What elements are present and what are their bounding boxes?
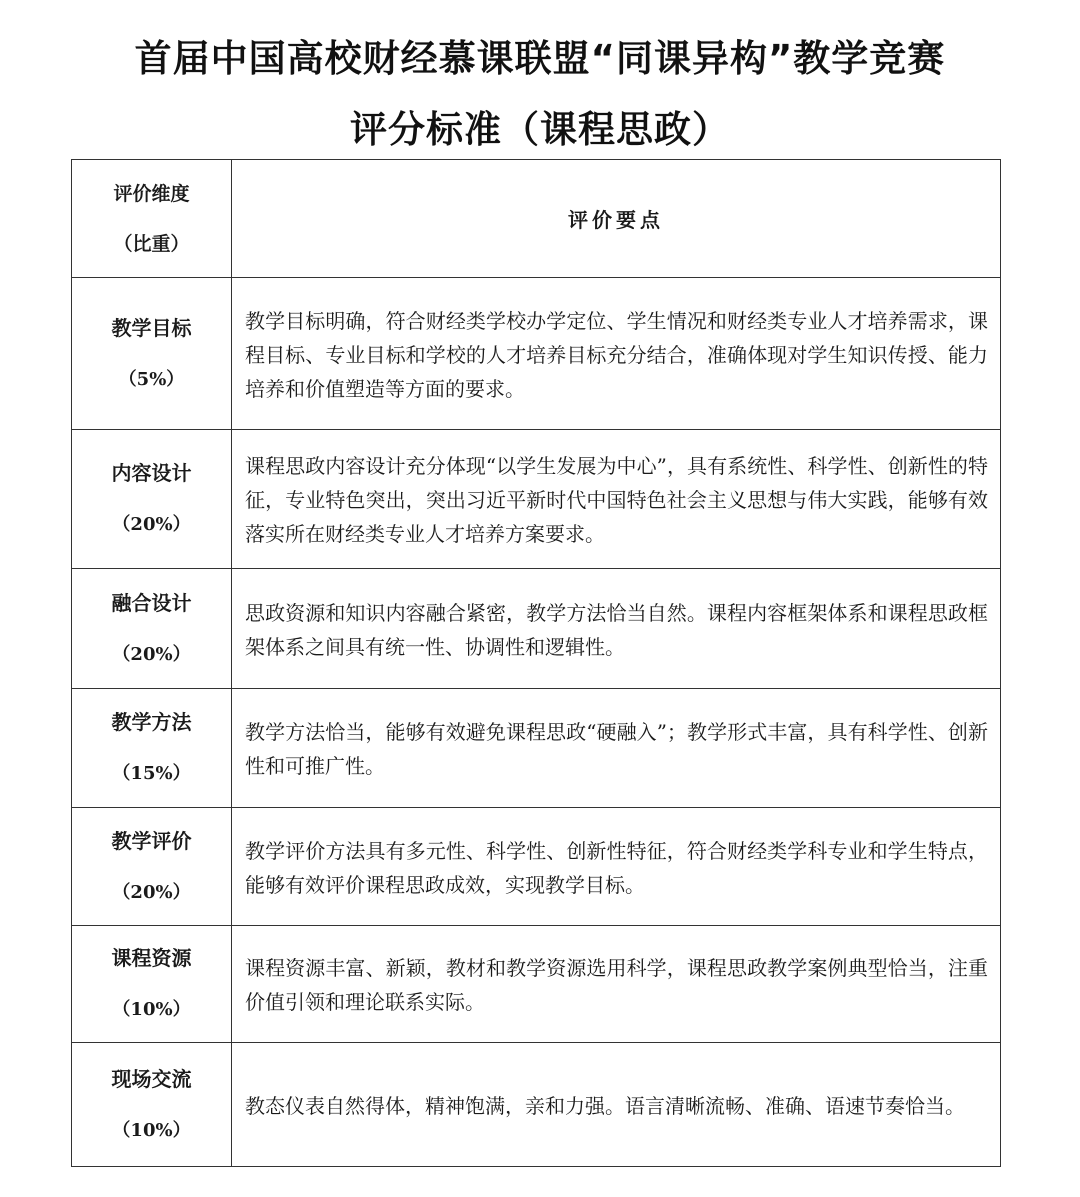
table-row xyxy=(72,689,1001,808)
document-title-line1: 首届中国高校财经慕课联盟“同课异构”教学竞赛 xyxy=(134,37,946,80)
dimension-weight: （10%） xyxy=(112,999,191,1020)
table-row xyxy=(72,430,1001,569)
description-cell xyxy=(232,569,1001,689)
header-dimension-cell xyxy=(72,160,232,278)
dimension-weight: （10%） xyxy=(112,1119,191,1141)
description-cell xyxy=(232,689,1001,808)
description-cell xyxy=(232,430,1001,569)
table-header-row xyxy=(72,160,1001,278)
dimension-cell xyxy=(72,430,232,569)
description-text: 教态仪表自然得体，精神饱满，亲和力强。语言清晰流畅、准确、语速节奏恰当。 xyxy=(245,1093,965,1118)
dimension-cell xyxy=(72,569,232,689)
dimension-cell xyxy=(72,689,232,808)
dimension-weight: （20%） xyxy=(112,643,191,665)
header-weight-label: （比重） xyxy=(113,232,190,255)
description-text: 课程资源丰富、新颖，教材和教学资源选用科学，课程思政教学案例典型恰当，注重价值引领和理论联系实际。 xyxy=(245,956,988,1014)
scoring-rubric-table xyxy=(71,159,1001,1167)
dimension-name: 教学方法 xyxy=(111,710,192,734)
dimension-cell xyxy=(72,926,232,1043)
description-cell xyxy=(232,278,1001,430)
table-row xyxy=(72,808,1001,926)
header-points-label: 评价要点 xyxy=(232,160,1001,278)
description-text: 教学方法恰当，能够有效避免课程思政“硬融入”；教学形式丰富，具有科学性、创新性和可推广性。 xyxy=(245,720,988,778)
dimension-name: 课程资源 xyxy=(111,946,192,970)
table-row xyxy=(72,569,1001,689)
table-row xyxy=(72,926,1001,1043)
description-text: 教学评价方法具有多元性、科学性、创新性特征，符合财经类学科专业和学生特点，能够有效评价课程思政成效，实现教学目标。 xyxy=(245,838,988,897)
description-cell xyxy=(232,926,1001,1043)
dimension-weight: （20%） xyxy=(112,514,191,535)
description-text: 教学目标明确，符合财经类学校办学定位、学生情况和财经类专业人才培养需求，课程目标、专业目标和学校的人才培养目标充分结合，准确体现对学生知识传授、能力培养和价值塑造等方面的要求。 xyxy=(245,308,988,401)
description-cell xyxy=(232,808,1001,926)
header-dimension-label: 评价维度 xyxy=(113,182,190,205)
dimension-weight: （15%） xyxy=(112,763,191,784)
dimension-cell xyxy=(72,1043,232,1167)
table-row xyxy=(72,1043,1001,1167)
description-text: 课程思政内容设计充分体现“以学生发展为中心”，具有系统性、科学性、创新性的特征，专业特色突出，突出习近平新时代中国特色社会主义思想与伟大实践，能够有效落实所在财经类专业人才培养方案要求。 xyxy=(245,454,988,546)
dimension-name: 融合设计 xyxy=(111,590,192,615)
dimension-name: 现场交流 xyxy=(111,1066,192,1091)
dimension-cell xyxy=(72,808,232,926)
table-row xyxy=(72,278,1001,430)
dimension-weight: （5%） xyxy=(118,368,185,390)
dimension-name: 教学目标 xyxy=(111,315,192,340)
dimension-weight: （20%） xyxy=(112,881,191,903)
description-cell xyxy=(232,1043,1001,1167)
dimension-name: 教学评价 xyxy=(111,828,192,853)
description-text: 思政资源和知识内容融合紧密，教学方法恰当自然。课程内容框架体系和课程思政框架体系之间具有统一性、协调性和逻辑性。 xyxy=(245,600,988,659)
document-title-line2: 评分标准（课程思政） xyxy=(350,108,730,151)
dimension-name: 内容设计 xyxy=(111,461,192,485)
dimension-cell xyxy=(72,278,232,430)
